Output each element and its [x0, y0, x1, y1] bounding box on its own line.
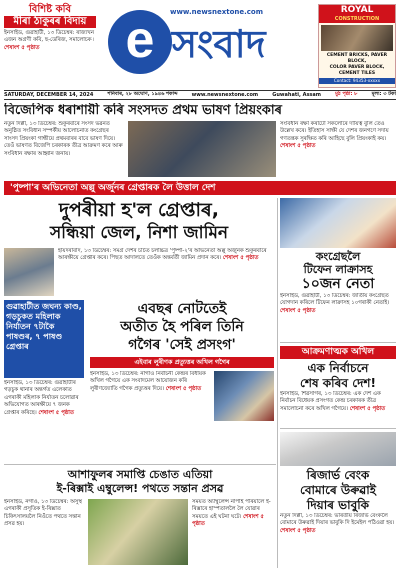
arjun-headline-line-1: দুপৰীয়া হ'ল গ্ৰেপ্তাৰ, — [59, 199, 219, 221]
congress-more-link[interactable]: শেষাংশ ৫ পৃষ্ঠাত — [280, 307, 316, 314]
promo-body: ইনসাইড, গুৱাহাটী, ১৩ ডিচেম্বৰ: ৰাজ্যখন এজন অগ্ৰণী কবি, ছ-ডেৰিজ, সমালোচক ৷ — [4, 30, 95, 44]
guwahati-body: ইনসাইড, ১৩ ডিচেম্বৰ: গুৱাহাটীৰ গড়চুক থানাৰ অন্তৰ্গত এলেকাত এগৰাকী মহিলাক নিৰ্যাতন চলোৱাৰ অভিযোগত আৰক্ষীয়ে ৭ জনক গ্ৰেপ্তাৰ কৰিছে। শেষাংশ ৫ পৃষ্ঠাত — [4, 380, 79, 416]
edition: Guwahati, Assam — [272, 92, 321, 98]
congress-headline-3: ১০জন নেতা — [301, 276, 375, 292]
note-story[interactable] — [90, 300, 274, 421]
lead-more-link[interactable]: শেষাংশ ৫ পৃষ্ঠাত — [280, 143, 316, 150]
rbi-headline-3: দিয়াৰ ভাবুকি — [306, 498, 370, 512]
ad-brand: ROYAL — [319, 5, 395, 16]
logo[interactable] — [108, 8, 288, 78]
congress-headline-2: টিফেন লাক্ৰাসহ — [303, 263, 373, 276]
akhil-more-link[interactable]: শেষাংশ ৫ পৃষ্ঠাত — [349, 405, 386, 412]
lead-right-body: সংবিধান ৰক্ষা কৰাটো সকলোৰে দায়িত্ব বুলি তেওঁ উল্লেখ কৰে। ইতিহাস সাক্ষী যে দেশৰ জনগণে সদায় গণতন্ত্ৰক সুৰক্ষিত কৰি আহিছে বুলি প্ৰিয়ংকাই কয়। শেষাংশ ৫ পৃষ্ঠাত — [280, 121, 389, 150]
akhil-banner: আক্ৰমণাত্মক অখিল — [280, 346, 396, 359]
akhil-body: ইনসাইড, শিৱসাগৰ, ১৩ ডিচেম্বৰ: এক দেশ এক নিৰ্বাচন বিধেয়ক প্ৰসংগত কেন্দ্ৰ চৰকাৰক তীব্ৰ সমালোচনা কৰে অখিল গগৈয়ে। শেষাংশ ৫ পৃষ্ঠাত — [280, 391, 386, 412]
rbi-headline-1: ৰিজাৰ্ভ বেংক — [306, 468, 370, 482]
section-divider — [4, 464, 276, 465]
note-headline-1: এবছৰ নোটতেই — [137, 301, 227, 317]
price: মূল্য: ৩ টকা — [371, 91, 396, 97]
promo-title-2: মীৰা ঠাকুৰৰ বিদায় — [4, 16, 96, 28]
note-subhead: এইবাৰ লুৰীণক প্ৰত্যুত্তৰ অখিল গগৈৰ — [90, 357, 274, 368]
ambulance-headline-1: আশাফুলৰ সমাপ্তি চেঙাত এতিয়া — [67, 468, 213, 481]
note-photo — [214, 371, 274, 421]
arjun-banner[interactable]: 'পুষ্পা'ৰ অভিনেতা অল্লু অৰ্জুনৰ গ্ৰেপ্তাৰক লৈ উত্তাল দেশ — [4, 181, 396, 195]
arjun-headline[interactable] — [4, 198, 274, 244]
guwahati-story[interactable] — [4, 300, 84, 452]
royal-construction-ad[interactable] — [318, 4, 396, 88]
ambulance-body: ইনসাইড, নগাঁও, ১৩ ডিচেম্বৰ: অসুস্থ এগৰাকী প্ৰসূতিক ই-ৰিক্সাত চিকিৎসালয়লৈ নিওঁতে পথতে সন্তান প্ৰসৱ হয়। — [4, 499, 82, 528]
congress-story[interactable] — [280, 250, 396, 325]
date-english: SATURDAY, DECEMBER 14, 2024 — [4, 92, 94, 98]
arjun-side-photo — [280, 198, 396, 248]
logo-text: সংবাদ — [172, 22, 266, 66]
promo-title-1: বিশিষ্ট কবি — [28, 4, 72, 15]
note-headline-2: অতীত হৈ পৰিল তিনি — [120, 319, 244, 335]
rbi-more-link[interactable]: শেষাংশ ৫ পৃষ্ঠাত — [280, 527, 316, 534]
website-footer: www.newsnextone.com — [191, 92, 259, 98]
akhil-headline-1: এক নিৰ্বাচনে — [307, 361, 369, 375]
guwahati-headline: গুৱাহাটীত জঘন্য কাণ্ড, গড়চুকত মহিলাক নিৰ্যাতন ৭টাকৈ পাষণ্ডৰ, ৭ পাষণ্ড গ্ৰেপ্তাৰ — [4, 300, 84, 378]
ad-brand-sub: CONSTRUCTION — [319, 16, 395, 23]
congress-headline-1: কংগ্ৰেছলৈ — [315, 250, 361, 263]
arjun-more-link[interactable]: শেষাংশ ৫ পৃষ্ঠাত — [222, 255, 259, 262]
akhil-headline-2: শেষ কৰিব দেশ! — [300, 376, 376, 390]
note-body: ইনসাইড, ১৩ ডিচেম্বৰ: নাগাঁও নিৰ্বাচনী কেন্দ্ৰৰ বিধায়ক অখিল গগৈয়ে এক সংবাদমেল আয়োজন কৰি লুৰীণজ্যোতি গগৈক প্ৰত্যুত্তৰ দিয়ে। শেষাংশ ৫ পৃষ্ঠাত — [90, 371, 206, 392]
website-label: www.newsnextone.com — [170, 8, 264, 16]
dateline-bar — [4, 90, 396, 100]
arjun-headline-line-2: সন্ধিয়া জেল, নিশা জামিন — [49, 223, 229, 243]
logo-e-mark: e — [108, 10, 172, 74]
rbi-headline-2: বোমাৰে উৰুৱাই — [299, 483, 377, 497]
rbi-story[interactable] — [280, 432, 396, 553]
ambulance-story[interactable] — [4, 468, 276, 565]
akhil-story[interactable] — [280, 346, 396, 431]
promo-box — [4, 4, 96, 88]
column-divider — [277, 198, 278, 568]
note-headline-3: গগৈৰ 'সেই প্ৰসংগ' — [128, 337, 236, 353]
section-divider — [280, 428, 396, 429]
congress-body: ইনসাইড, গুৱাহাটী, ১৩ ডিচেম্বৰ: জাতীয় কংগ্ৰেছত যোগদান কৰিলে টিফেন লাক্ৰাসহ ১০গৰাকী নেতাই। শেষাংশ ৫ পৃষ্ঠাত — [280, 293, 390, 314]
lead-headline[interactable]: বিজেপিক ধৰাশায়ী কৰি সংসদত প্ৰথম ভাষণ প্ৰিয়ংকাৰ — [4, 103, 282, 118]
ambulance-body-2: সময়ত অ্যাম্বুলেন্স নাপাই পৰিয়ালে ই-ৰিক্সাৰে হাস্পতাললৈ লৈ যোৱাৰ সময়তে এই ঘটনা ঘটে। শেষাংশ ৫ পৃষ্ঠাত — [192, 499, 271, 528]
guwahati-more-link[interactable]: শেষাংশ ৫ পৃষ্ঠাত — [38, 409, 74, 416]
arjun-photo — [4, 248, 54, 296]
ad-image — [321, 25, 393, 51]
rbi-body: নতুন দিল্লী, ১৩ ডিচেম্বৰ: ভাৰতীয় ৰিজাৰ্ভ বেংকলৈ বোমাৰে উৰুৱাই দিয়াৰ ভাবুকি দি ইমেইল পঠিওৱা হয়। শেষাংশ ৫ পৃষ্ঠাত — [280, 513, 395, 534]
ambulance-headline-2: ই-ৰিক্সাই এম্বুলেন্স! পথতে সন্তান প্ৰসৱ — [56, 482, 224, 495]
lead-photo — [128, 121, 276, 177]
rbi-photo — [280, 432, 396, 466]
section-divider — [280, 342, 396, 343]
ad-line-2: COLOR PAVER BLOCK, — [329, 65, 385, 70]
note-more-link[interactable]: শেষাংশ ৫ পৃষ্ঠাত — [165, 385, 202, 392]
arjun-body: হায়দৰাবাদ, ১৩ ডিচেম্বৰ: সমগ্ৰ দেশৰ চৰ্চিত চলচ্চিত্ৰ 'পুষ্পা-২'ৰ অভিনেতা অল্লু অৰ্জুনক শুকুৰবাৰে আৰক্ষীয়ে গ্ৰেপ্তাৰ কৰে। পিছত আদালতে তেওঁক অন্তৰ্বৰ্তী জামিন প্ৰদান কৰে। শেষাংশ ৫ পৃষ্ঠাত — [58, 248, 267, 262]
ad-contact: Contact: 94353-xxxxx — [319, 78, 395, 84]
ambulance-more-link[interactable]: শেষাংশ ৫ পৃষ্ঠাত — [192, 513, 264, 528]
ambulance-photo — [88, 499, 188, 565]
ad-line-3: CEMENT TILES — [338, 71, 376, 76]
ad-line-1: CEMENT BRICKS, PAVER BLOCK, — [326, 53, 388, 64]
page-count: মুঠ পৃষ্ঠা: ৮ — [335, 91, 358, 97]
promo-more-link[interactable]: শেষাংশ ৫ পৃষ্ঠাত — [4, 44, 40, 51]
lead-left-body: নতুন দিল্লী, ১৩ ডিচেম্বৰ: শুকুৰবাৰে সংসদ ভৱনত অনুষ্ঠিত সংবিধান সম্পৰ্কীয় আলোচনাত কংগ্ৰেছৰ সাংসদ প্ৰিয়ংকা গান্ধীয়ে প্ৰথমবাৰৰ বাবে ভাষণ দিয়ে। তেওঁ ভাষণত বিজেপি চৰকাৰক তীব্ৰ আক্ৰমণ কৰে আৰু সংবিধান ৰক্ষাৰ আহ্বান জনায়। — [4, 121, 123, 157]
date-bengali: শনিবাৰ, ২৮ অঘোণ, ১৯৪৬ শকাব্দ — [107, 91, 178, 97]
